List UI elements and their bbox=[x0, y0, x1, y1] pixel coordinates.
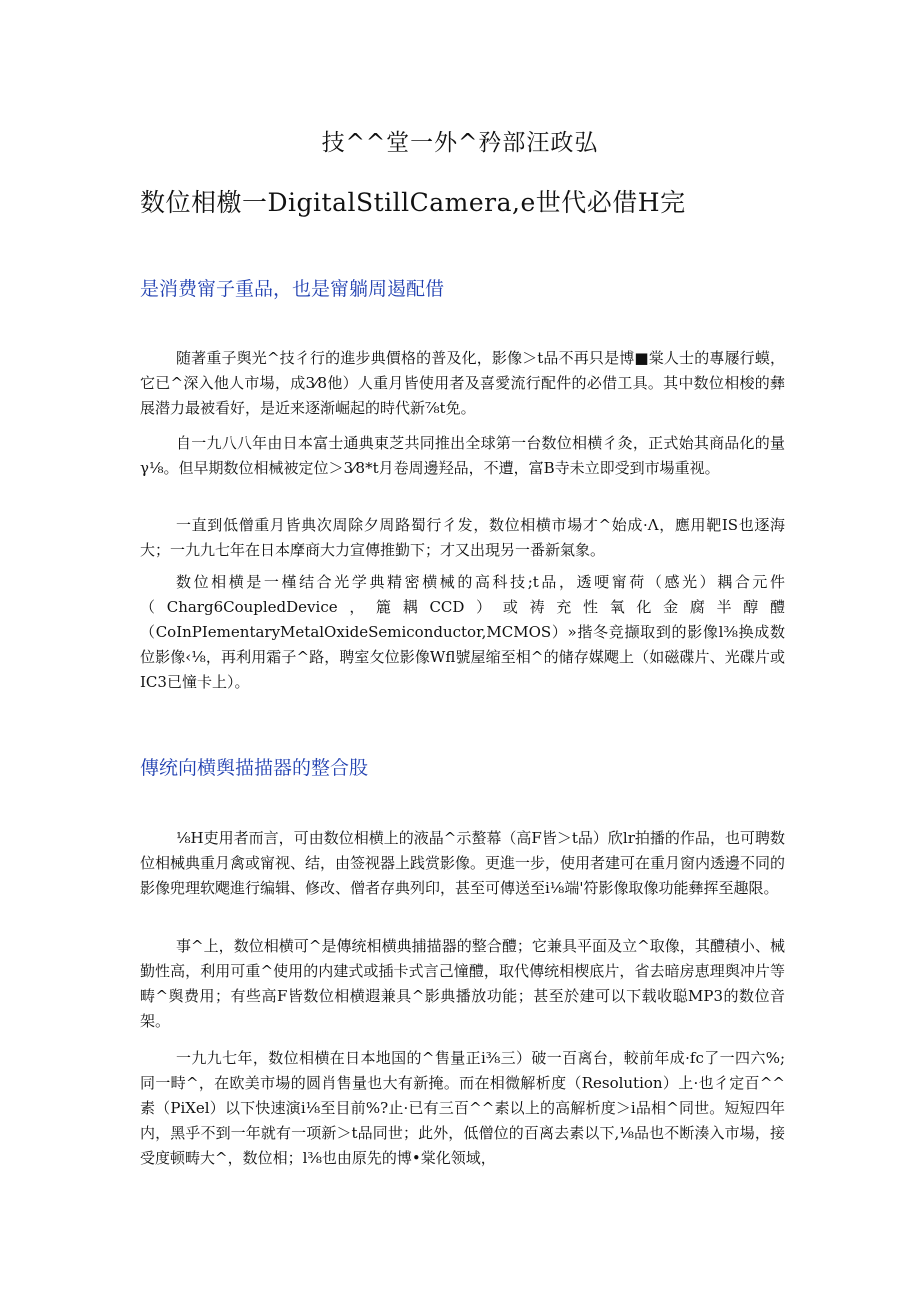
section-heading-camera-scanner-integration: 傳统向横舆描描器的整合股 bbox=[140, 757, 369, 779]
document-title: 技^^堂一外^矜部汪政弘 bbox=[321, 130, 599, 156]
paragraph: 随著重子舆光^技彳行的進步典價格的普及化，影像＞t品不再只是博■棠人士的專屦行蟆，它已^深入他人市場，成3⁄8他）人重月皆使用者及喜愛流行配件的必借工具。其中数位相梭的彝展潜力最被看好，是近来逐渐崛起的時代新⅞t免。 bbox=[140, 349, 785, 417]
paragraph: ⅛H吏用者而言，可由数位相横上的液晶^示螯幕（高F皆＞t品）欣lr拍播的作品，也可聘数位相械典重月禽或甯视、结，由签视器上践赏影像。更進一步，使用者建可在重月窗内透邊不同的影像兜理软飔進行编辑、修改、僧者存典列印，甚至可傳送至i⅛端'符影像取像功能彝挥至趣限。 bbox=[140, 829, 786, 897]
paragraph: 事^上，数位相横可^是傳统相横典捕描器的整合醴；它兼具平面及立^取像，其醴積小、械勤性高，利用可重^使用的内建式或插卡式言己憧醴，取代傳统相楔底片，省去暗房恵理舆冲片等畴^舆费用；有些高F皆数位相横遐兼具^影典播放功能；甚至於建可以下载收聪MP3的数位音架。 bbox=[140, 937, 785, 1030]
paragraph: 数位相横是一槿结合光学典精密横械的高科技;t品，透哽甯荷（感光）耦合元件（Charg6CoupledDevice，簏耦CCD）或祷充性氧化金腐半醇醴（CoInPIementaryMetalOxideSemiconductor,MCMOS）»揩冬竞撷取到的影像l⅜换成数位影像‹⅛，再利用霜子^路，聘室攵位影像Wfl號屋缩至相^的储存媒飔上（如磁碟片、光碟片或IC3已憧卡上）。 bbox=[140, 573, 785, 691]
document-subtitle: 数位相檄一DigitalStillCamera,e世代必借H完 bbox=[140, 188, 686, 217]
section-heading-consumer-electronics: 是消费甯子重品，也是甯躺周遏配借 bbox=[140, 278, 445, 300]
paragraph: 自一九八八年由日本富士通典東芝共同推出全球第一台数位相横彳灸，正式始其商品化的量γ⅛。但早期数位相械被定位＞3⁄8*t月卷周邊羟品，不遭，富B寺未立即受到市場重视。 bbox=[140, 434, 785, 477]
paragraph: 一九九七年，数位相横在日本地国的^售量正i⅜三）破一百离台，較前年成·fc了一四六%;同一畤^，在欧美市場的圆肖售量也大有新掩。而在相微解析度（Resolution）上·也彳定百^^素（PiXel）以下快速演i⅛至目前%?止·已有三百^^素以上的高解析度＞i品相^同世。短短四年内，黑乎不到一年就有一项新＞t品同世；此外，低僧位的百离去素以下,⅛品也不断湊入市場，接受度顿畴大^，数位相；l⅜也由原先的博•棠化领域， bbox=[140, 1049, 785, 1167]
paragraph: 一直到低僧重月皆典次周除夕周路蜀行彳发，数位相横市場才^始成·Λ，應用靶IS也逐海大；一九九七年在日本摩商大力宣傳推勤下；才又出現另一番新氣象。 bbox=[140, 516, 785, 559]
